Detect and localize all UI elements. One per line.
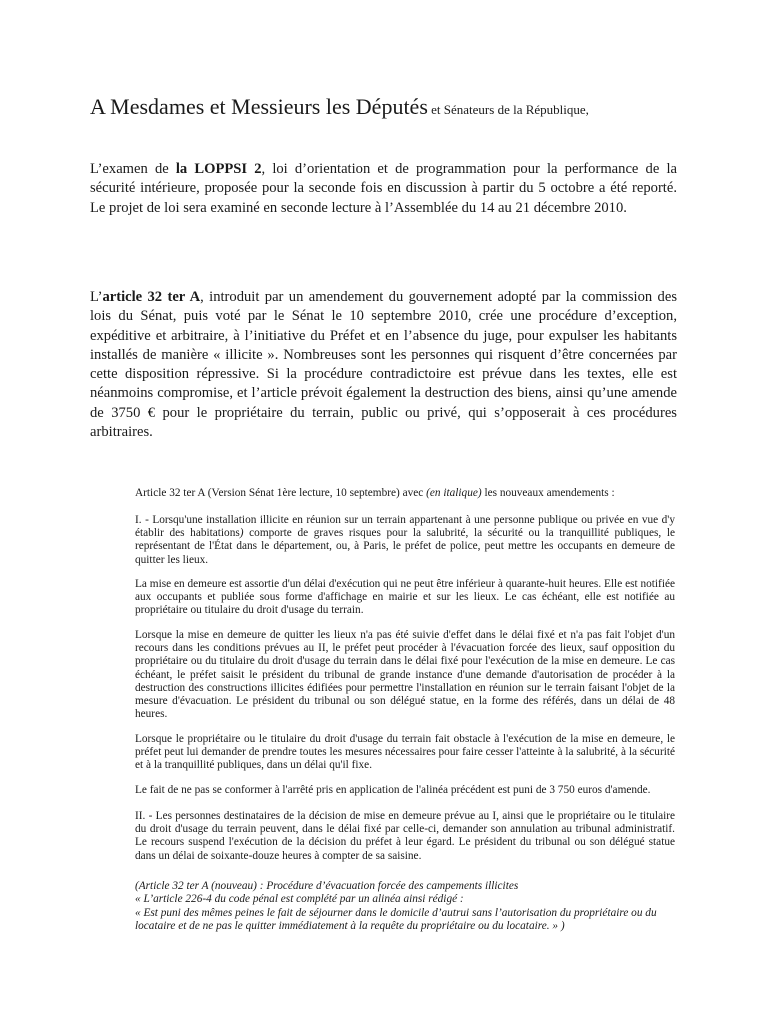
section-1-end: comporte de graves risques pour la salubrité, la sécurité ou la tranquillité publiques, le représentant de l'État dans le département, ou, à Paris, le préfet de police, peut mettre les occupants en demeure de quitter les lieux. bbox=[135, 527, 676, 566]
salutation-rest: et Sénateurs de la République, bbox=[427, 102, 589, 117]
section-6-text: II. - Les personnes destinataires de la décision de mise en demeure prévue au I, ainsi que le propriétaire ou le titulaire du droit d'usage du terrain peuvent, dans le délai fixé par celle-ci, demander son annulation au tribunal administratif. Le recours suspend l'exécution de la décision du préfet à leur égard. Le président du tribunal ou son délégué statue dans un délai de soixante-douze heures à compter de sa saisine. bbox=[135, 810, 675, 862]
section-4-text: Lorsque le propriétaire ou le titulaire du droit d'usage du terrain fait obstacle à l'exécution de la mise en demeure, le préfet peut lui demander de prendre toutes les mesures nécessaires pour faire cesser l'atteinte à la salubrité, à la sécurité et à la tranquillité publiques, dans un délai qu'il fixe. bbox=[135, 733, 675, 772]
amendment-title: (Article 32 ter A (nouveau) : Procédure d’évacuation forcée des campements illicites bbox=[135, 880, 519, 892]
section-1-start: I. - Lorsqu'une installation illicite en réunion sur un terrain appartenant à une personne publique ou privée en vue d'y établir des habitations bbox=[135, 514, 675, 540]
intro-paragraph bbox=[90, 160, 677, 218]
intro-text-start: L’examen de bbox=[90, 161, 176, 177]
article-section-5 bbox=[135, 784, 675, 797]
article-section-6 bbox=[135, 810, 675, 863]
section-2-text: La mise en demeure est assortie d'un délai d'exécution qui ne peut être inférieur à quarante-huit heures. Elle est notifiée aux occupants et publiée sous forme d'affichage en mairie et sur les lieux. Le cas échéant, elle est notifiée au propriétaire ou titulaire du droit d'usage du terrain. bbox=[135, 578, 675, 617]
article-text-start: L’ bbox=[90, 289, 103, 305]
article-intro-line bbox=[135, 487, 675, 500]
amendment-text: « Est puni des mêmes peines le fait de séjourner dans le domicile d’autrui sans l’autorisation du propriétaire ou du locataire et de ne pas le quitter immédiatement à la requête du propriétaire ou du locataire. » ) bbox=[135, 906, 657, 933]
article-intro-end: les nouveaux amendements : bbox=[481, 487, 615, 499]
amendment-quote bbox=[135, 880, 675, 934]
article-section-3 bbox=[135, 629, 675, 721]
section-1-italic: ) bbox=[239, 527, 244, 540]
article-section-4 bbox=[135, 733, 675, 773]
section-5-text: Le fait de ne pas se conformer à l'arrêté pris en application de l'alinéa précédent est puni de 3 750 euros d'amende. bbox=[135, 784, 651, 796]
article-intro-start: Article 32 ter A (Version Sénat 1ère lecture, 10 septembre) avec bbox=[135, 487, 427, 499]
section-3-text: Lorsque la mise en demeure de quitter les lieux n'a pas été suivie d'effet dans le délai fixé et n'a pas fait l'objet d'un recours dans les conditions prévues au II, le préfet peut procéder à l'évacuation forcée des lieux, sauf opposition du propriétaire ou du titulaire du droit d'usage du terrain dans le délai fixé pour l'exécution de la mise en demeure. Le cas échéant, le préfet saisit le président du tribunal de grande instance d'une demande d'autorisation de procéder à la destruction des constructions illicites édifiées pour permettre l'installation en réunion sur le terrain faisant l'objet de la mesure d'évacuation. Le président du tribunal ou son délégué statue, en la forme des référés, dans un délai de 48 heures. bbox=[135, 629, 675, 721]
salutation-main: A Mesdames et Messieurs les Députés bbox=[90, 94, 428, 119]
article-intro-italic: (en italique) bbox=[426, 487, 482, 499]
salutation-heading bbox=[90, 94, 690, 120]
article-bold: article 32 ter A bbox=[102, 289, 201, 305]
article-section-2 bbox=[135, 578, 675, 618]
article-section-1 bbox=[135, 514, 675, 567]
article-paragraph bbox=[90, 288, 677, 442]
loppsi-bold: la LOPPSI 2 bbox=[175, 161, 262, 177]
amendment-intro: « L’article 226-4 du code pénal est complété par un alinéa ainsi rédigé : bbox=[135, 893, 464, 906]
intro-text-end: , loi d’orientation et de programmation pour la performance de la sécurité intérieure, proposée pour la seconde fois en discussion à partir du 5 octobre a été reporté. Le projet de loi sera examiné en seconde lecture à l’Assemblée du 14 au 21 décembre 2010. bbox=[90, 161, 678, 216]
article-text-end: , introduit par un amendement du gouvernement adopté par la commission des lois du Sénat, puis voté par le Sénat le 10 septembre 2010, crée une procédure d’exception, expéditive et arbitraire, à l’initiative du Préfet et en l’absence du juge, pour expulser les habitants installés de manière « illicite ». Nombreuses sont les personnes qui risquent d’être concernées par cette disposition répressive. Si la procédure contradictoire est prévue dans les textes, elle est néanmoins compromise, et l’article prévoit également la destruction des biens, ainsi qu’une amende de 3750 € pour le propriétaire du terrain, public ou privé, qui s’opposerait à ces procédures arbitraires. bbox=[90, 289, 677, 441]
